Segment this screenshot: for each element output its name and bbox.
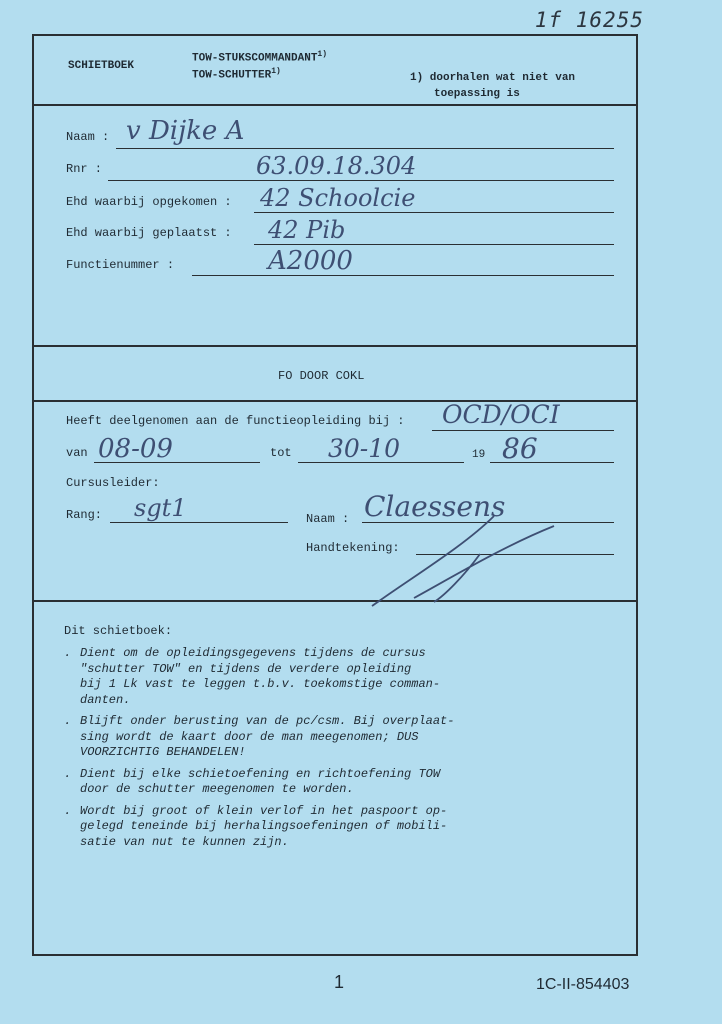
- unit-placed-value: 42 Pib: [268, 216, 346, 244]
- schietboek-card: [32, 34, 638, 956]
- page-number: 1: [334, 972, 345, 992]
- name-value: v Dijke A: [126, 116, 245, 146]
- info-bullet-4: . Wordt bij groot of klein verlof in het paspoort op- gelegd teneinde bij herhalingsoefeningen of mobili- satie van nut te kunnen zijn.: [64, 803, 448, 849]
- participated-label: Heeft deelgenomen aan de functieopleiding bij :: [66, 414, 405, 428]
- rank-value: sgt1: [134, 494, 187, 522]
- info-bullet-3: . Dient bij elke schietoefening en richtoefening TOW door de schutter meegenomen te worden.: [64, 766, 441, 796]
- footnote-line-2: toepassing is: [434, 88, 520, 100]
- serial-number: 1f 16255: [534, 8, 644, 32]
- from-value: 08-09: [98, 434, 173, 464]
- participated-line: [432, 430, 614, 431]
- function-line: [192, 275, 614, 276]
- rnr-label: Rnr :: [66, 162, 103, 176]
- section-title: FO DOOR COKL: [278, 369, 365, 383]
- rnr-line: [108, 180, 614, 181]
- unit-placed-label: Ehd waarbij geplaatst :: [66, 226, 232, 240]
- year-value: 86: [502, 432, 538, 465]
- form-title: SCHIETBOEK: [68, 60, 135, 72]
- leader-name-value: Claessens: [364, 490, 506, 523]
- unit-joined-line: [254, 212, 614, 213]
- divider-header: [34, 104, 636, 106]
- name-line: [116, 148, 614, 149]
- rank-line: [110, 522, 288, 523]
- year-prefix: 19: [472, 449, 486, 461]
- to-value: 30-10: [328, 434, 401, 463]
- rnr-value: 63.09.18.304: [256, 152, 417, 180]
- leader-name-label: Naam :: [306, 512, 350, 526]
- participated-value: OCD/OCI: [442, 400, 560, 429]
- role-commander: TOW-STUKSCOMMANDANT$^{1)}$: [192, 50, 328, 65]
- to-label: tot: [270, 446, 292, 460]
- leader-label: Cursusleider:: [66, 476, 160, 490]
- from-label: van: [66, 446, 88, 460]
- form-code: 1C-II-854403: [536, 976, 630, 993]
- name-label: Naam :: [66, 130, 110, 144]
- signature-mark: [354, 506, 574, 616]
- signature-label: Handtekening:: [306, 541, 400, 555]
- unit-joined-label: Ehd waarbij opgekomen :: [66, 195, 232, 209]
- function-value: A2000: [268, 246, 353, 276]
- info-heading: Dit schietboek:: [64, 624, 173, 638]
- info-bullet-1: . Dient om de opleidingsgegevens tijdens de cursus "schutter TOW" en tijdens de verdere opleiding bij 1 Lk vast te leggen t.b.v. toekomstige comman- danten.: [64, 646, 441, 707]
- footnote-line-1: 1) doorhalen wat niet van: [410, 72, 576, 84]
- function-label: Functienummer :: [66, 258, 175, 272]
- role-gunner: TOW-SCHUTTER$^{1)}$: [192, 67, 281, 82]
- unit-joined-value: 42 Schoolcie: [260, 184, 416, 212]
- info-bullet-2: . Blijft onder berusting van de pc/csm. Bij overplaat- sing wordt de kaart door de man meegenomen; DUS VOORZICHTIG BEHANDELEN!: [64, 714, 455, 759]
- rank-label: Rang:: [66, 508, 103, 522]
- info-bullets: [62, 646, 502, 856]
- divider-personal: [34, 345, 636, 347]
- unit-placed-line: [254, 244, 614, 245]
